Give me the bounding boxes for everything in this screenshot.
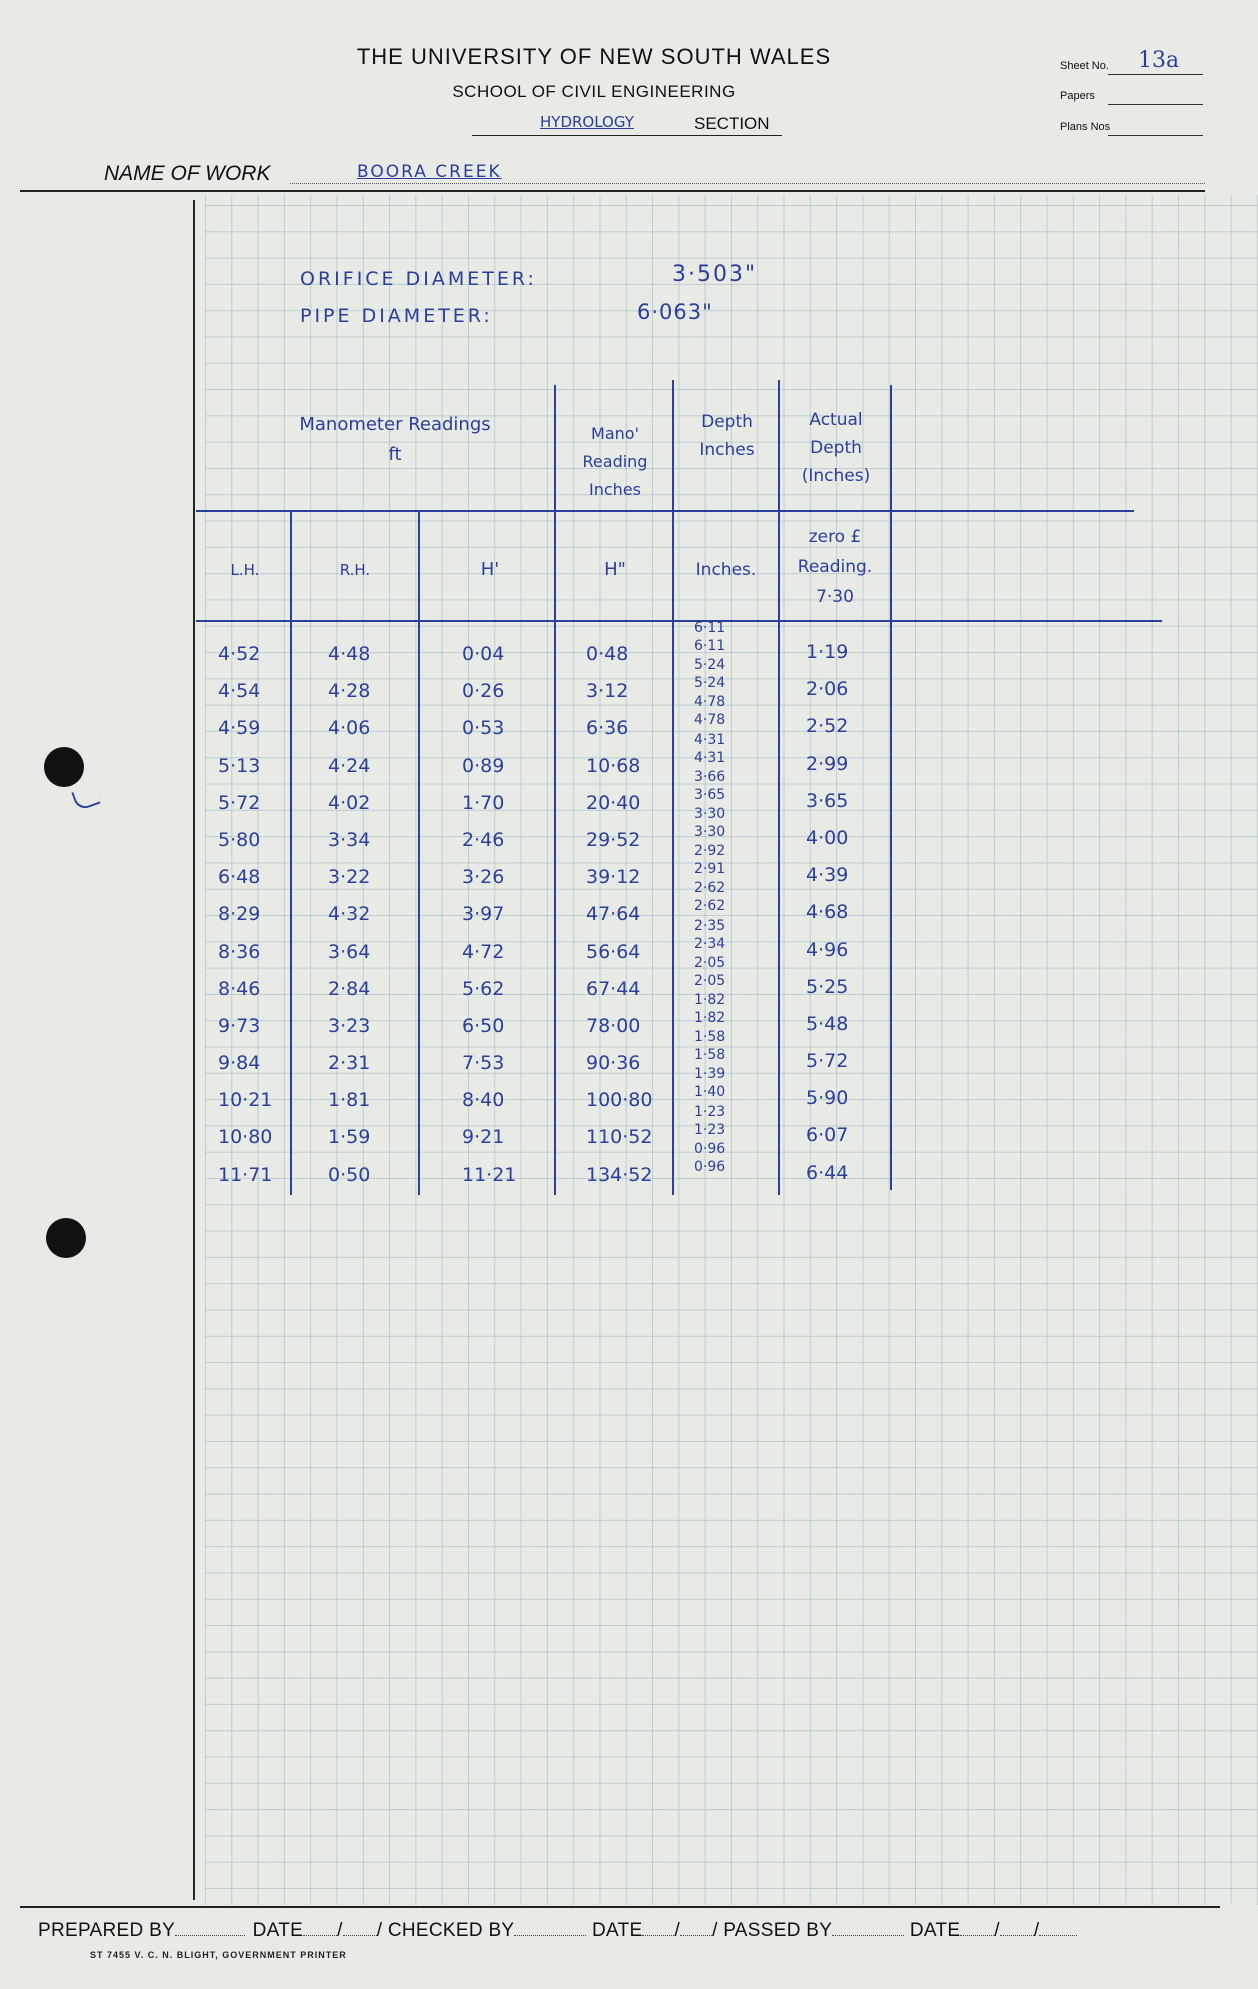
table-cell: 5·72	[806, 1050, 849, 1073]
table-vline	[672, 380, 674, 1195]
table-cell: 4·59	[218, 717, 261, 740]
table-cell: 29·52	[586, 828, 641, 851]
university-title: THE UNIVERSITY OF NEW SOUTH WALES	[356, 44, 832, 69]
table-cell: 4·96	[806, 938, 849, 961]
table-cell: 2·91	[694, 861, 726, 878]
column-lh	[218, 636, 272, 1194]
table-cell: 47·64	[586, 903, 641, 926]
table-cell: 0·96	[694, 1158, 726, 1175]
column-actual	[806, 634, 848, 1192]
table-cell: 1·81	[328, 1089, 371, 1112]
prepared-by-label: PREPARED BY	[38, 1920, 176, 1941]
table-cell: 5·72	[218, 791, 261, 814]
table-cell: 10·21	[218, 1089, 273, 1112]
table-cell: 1·70	[462, 791, 505, 814]
printer-imprint: ST 7455 V. C. N. BLIGHT, GOVERNMENT PRINTER	[90, 1950, 347, 1960]
depth-note: 0·96	[694, 1140, 726, 1157]
signoff-row: PREPARED BY DATE / / CHECKED BY DATE / / PASSED BY DATE / /	[38, 1920, 1077, 1942]
table-cell: 3·65	[806, 789, 849, 812]
table-cell: 11·71	[218, 1163, 273, 1186]
table-cell: 4·78	[694, 712, 726, 729]
table-cell: 2·52	[806, 715, 849, 738]
table-cell: 2·06	[806, 678, 849, 701]
section-name: HYDROLOGY	[540, 113, 634, 131]
table-vline	[890, 385, 892, 1190]
table-cell: 9·21	[462, 1126, 505, 1149]
table-cell: 6·44	[806, 1161, 849, 1184]
header-rule	[20, 190, 1205, 192]
table-cell: 5·25	[806, 975, 849, 998]
table-cell: 2·99	[806, 752, 849, 775]
group-header-mano: Mano' Reading Inches	[582, 424, 648, 499]
checked-by-label: CHECKED BY	[387, 1920, 515, 1941]
table-cell: 1·82	[694, 1010, 726, 1026]
table-cell: 8·40	[462, 1089, 505, 1112]
margin-rule	[193, 200, 195, 1900]
school-title: SCHOOL OF CIVIL ENGINEERING	[452, 82, 736, 101]
col-header-lh: L.H.	[230, 561, 260, 579]
footer-area	[0, 1905, 1258, 1989]
depth-note: 1·39	[694, 1066, 726, 1083]
depth-note: 2·35	[694, 917, 726, 934]
table-cell: 1·59	[328, 1126, 371, 1149]
orifice-label: ORIFICE DIAMETER:	[300, 268, 537, 290]
table-cell: 8·29	[218, 903, 261, 926]
table-rule	[196, 510, 1134, 512]
depth-note: 4·31	[694, 731, 726, 748]
table-cell: 5·90	[806, 1087, 849, 1110]
table-cell: 2·46	[462, 828, 505, 851]
table-cell: 3·23	[328, 1014, 371, 1037]
table-cell: 3·65	[694, 786, 726, 803]
depth-note: 1·58	[694, 1029, 726, 1046]
depth-note: 2·92	[694, 843, 726, 860]
table-cell: 3·97	[462, 903, 505, 926]
table-cell: 3·12	[586, 680, 629, 703]
table-cell: 8·46	[218, 977, 261, 1000]
table-cell: 6·11	[694, 638, 726, 654]
table-cell: 78·00	[586, 1014, 641, 1037]
table-cell: 4·06	[328, 717, 371, 740]
table-vline	[778, 380, 780, 1195]
table-cell: 6·48	[218, 866, 261, 889]
table-cell: 2·05	[694, 972, 726, 989]
column-depth	[694, 620, 774, 1190]
table-cell: 11·21	[462, 1163, 517, 1186]
table-cell: 4·72	[462, 940, 505, 963]
depth-note: 1·82	[694, 992, 726, 1008]
table-cell: 4·48	[328, 643, 371, 665]
table-cell: 6·50	[462, 1014, 505, 1037]
table-cell: 7·53	[462, 1052, 505, 1075]
table-cell: 0·26	[462, 680, 505, 703]
table-cell: 2·31	[328, 1052, 371, 1075]
table-cell: 3·34	[328, 828, 371, 851]
table-cell: 6·07	[806, 1124, 849, 1147]
date-label-1: DATE	[252, 1920, 304, 1941]
table-cell: 5·80	[218, 828, 261, 851]
table-cell: 56·64	[586, 940, 641, 963]
orifice-value: 3·503"	[672, 262, 758, 287]
depth-note: 3·66	[694, 768, 726, 785]
table-vline	[290, 510, 292, 1195]
punch-hole	[46, 1218, 86, 1258]
col-header-h2: H"	[604, 559, 626, 580]
name-of-work-label: NAME OF WORK	[104, 162, 271, 185]
depth-note: 2·62	[694, 880, 726, 897]
table-cell: 39·12	[586, 866, 641, 889]
table-cell: 9·84	[218, 1052, 261, 1075]
plans-nos	[1060, 121, 1110, 133]
depth-note: 3·30	[694, 806, 726, 822]
table-cell: 1·58	[694, 1047, 726, 1064]
col-header-rh: R.H.	[339, 561, 371, 579]
table-cell: 3·22	[328, 866, 371, 889]
table-cell: 134·52	[586, 1163, 653, 1186]
sheet-no-label: Sheet No.	[1060, 60, 1109, 72]
table-cell: 0·48	[586, 643, 629, 665]
group-header-manometer: Manometer Readings ft	[299, 414, 491, 465]
table-cell: 4·32	[328, 903, 371, 926]
section-label: SECTION	[694, 114, 770, 133]
date-label-3: DATE	[909, 1920, 961, 1941]
table-cell: 4·39	[806, 864, 849, 887]
depth-note: 1·23	[694, 1103, 726, 1120]
sheet-no-value: 13a	[1138, 48, 1180, 73]
table-cell: 90·36	[586, 1052, 641, 1075]
table-cell: 6·36	[586, 717, 629, 740]
pipe-label: PIPE DIAMETER:	[300, 305, 493, 327]
table-cell: 1·40	[694, 1084, 726, 1101]
table-cell: 20·40	[586, 791, 641, 814]
depth-note: 2·05	[694, 954, 726, 971]
table-cell: 3·26	[462, 866, 505, 889]
table-cell: 3·30	[694, 824, 726, 840]
punch-hole	[44, 747, 84, 787]
table-cell: 4·24	[328, 754, 371, 777]
col-header-depth: Inches.	[695, 560, 757, 580]
passed-by-label: PASSED BY	[723, 1920, 833, 1941]
table-cell: 2·62	[694, 898, 726, 915]
group-header-depth: Depth Inches	[699, 412, 755, 460]
table-cell: 110·52	[586, 1126, 653, 1149]
table-cell: 3·64	[328, 940, 371, 963]
table-cell: 4·68	[806, 901, 849, 924]
pipe-value: 6·063"	[637, 300, 713, 324]
table-cell: 10·68	[586, 754, 641, 777]
depth-note: 6·11	[694, 620, 726, 636]
date-label-2: DATE	[592, 1920, 643, 1941]
plans-label: Plans Nos	[1060, 121, 1111, 133]
table-cell: 4·52	[218, 643, 261, 665]
name-of-work-value: BOORA CREEK	[357, 162, 502, 182]
table-vline	[418, 510, 420, 1195]
table-cell: 2·84	[328, 977, 371, 1000]
left-margin	[0, 195, 205, 1905]
table-cell: 4·02	[328, 791, 371, 814]
table-cell: 8·36	[218, 940, 261, 963]
table-cell: 4·28	[328, 680, 371, 703]
group-header-actual: Actual Depth (Inches)	[801, 410, 871, 486]
table-vline	[554, 385, 556, 1195]
table-rule	[196, 620, 1162, 622]
depth-note: 4·78	[694, 694, 726, 711]
table-cell: 4·54	[218, 680, 261, 703]
sheet-no	[1060, 48, 1180, 73]
column-h2	[586, 636, 652, 1194]
col-header-h1: H'	[480, 559, 500, 580]
table-cell: 2·34	[694, 935, 726, 952]
table-cell: 10·80	[218, 1126, 273, 1149]
table-cell: 5·48	[806, 1012, 849, 1035]
table-cell: 5·13	[218, 754, 261, 777]
table-cell: 0·53	[462, 717, 505, 740]
table-cell: 4·00	[806, 826, 849, 849]
papers	[1060, 90, 1095, 102]
table-cell: 100·80	[586, 1089, 653, 1112]
depth-note: 5·24	[694, 657, 726, 674]
table-cell: 1·23	[694, 1121, 726, 1138]
table-cell: 1·19	[806, 641, 849, 663]
section-line	[472, 113, 782, 136]
column-h1	[462, 636, 516, 1194]
table-cell: 4·31	[694, 749, 726, 766]
table-cell: 0·50	[328, 1163, 371, 1186]
table-cell: 9·73	[218, 1014, 261, 1037]
footer-rule	[20, 1906, 1220, 1908]
table-cell: 5·62	[462, 977, 505, 1000]
table-cell: 67·44	[586, 977, 641, 1000]
table-cell: 0·04	[462, 643, 505, 665]
table-cell: 5·24	[694, 675, 726, 692]
papers-label: Papers	[1060, 90, 1095, 102]
column-rh	[328, 636, 370, 1194]
col-header-actual: zero £ Reading. 7·30	[797, 527, 873, 607]
table-cell: 0·89	[462, 754, 505, 777]
